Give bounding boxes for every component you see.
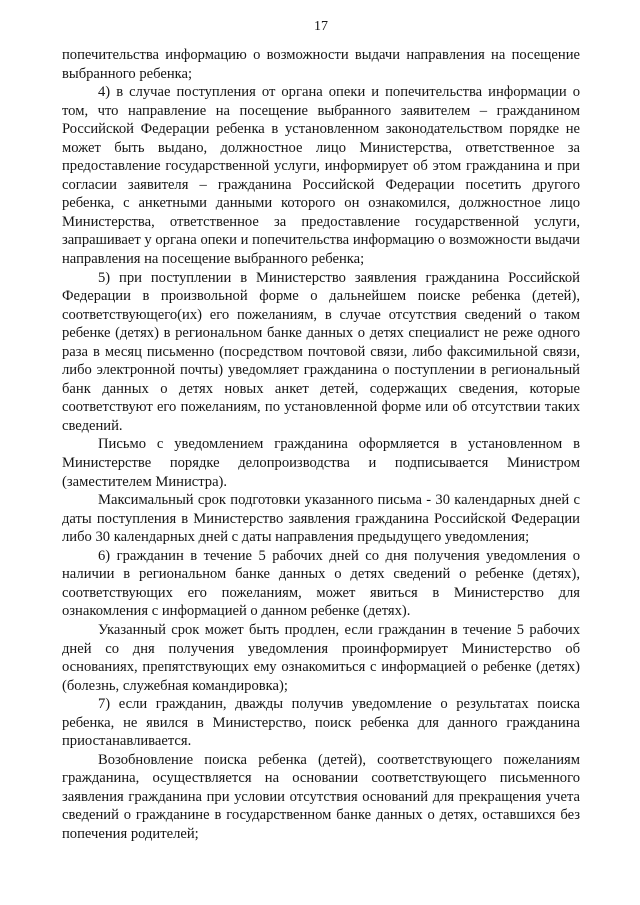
paragraph-continuation: попечительства информацию о возможности выдачи направления на посещение выбранного ребенка; <box>62 47 580 82</box>
paragraph-item-5: 5) при поступлении в Министерство заявления гражданина Российской Федерации в произвольной форме о дальнейшем поиске ребенка (детей), соответствующего(их) его пожеланиям, в случае отсутствия сведений о таком ребенке (детях) в региональном банке данных о детях специалист не реже одного раза в месяц письменно (посредством почтовой связи, либо факсимильной связи, либо электронной почты) уведомляет гражданина о поступлении в региональный банк данных о детях новых анкет детей, содержащих сведения, которые соответствуют его пожеланиям, по установленной форме или об отсутствии таких сведений. <box>62 269 580 434</box>
paragraph-item-7: 7) если гражданин, дважды получив уведомление о результатах поиска ребенка, не явился в Министерство, поиск ребенка для данного гражданина приостанавливается. <box>62 696 580 750</box>
paragraph-notification-letter: Письмо с уведомлением гражданина оформляется в установленном в Министерстве порядке делопроизводства и подписывается Министром (заместителем Министра). <box>62 436 580 490</box>
paragraph-term-extension: Указанный срок может быть продлен, если гражданин в течение 5 рабочих дней со дня получения уведомления проинформирует Министерство об основаниях, препятствующих ему ознакомиться с информацией о ребенке (детях) (болезнь, служебная командировка); <box>62 621 580 694</box>
document-body <box>62 46 580 844</box>
paragraph-item-4: 4) в случае поступления от органа опеки и попечительства информации о том, что направление на посещение выбранного заявителем – гражданином Российской Федерации ребенка в установленном законодательством порядке не может быть выдано, должностное лицо Министерства, ответственное за предоставление государственной услуги, информирует об этом гражданина и при согласии заявителя – гражданина Российской Федерации посетить другого ребенка, с анкетными данными которого он ознакомился, должностное лицо Министерства, ответственное за предоставление государственной услуги, запрашивает у органа опеки и попечительства информацию о возможности выдачи направления на посещение выбранного ребенка; <box>62 84 580 268</box>
paragraph-search-resumption: Возобновление поиска ребенка (детей), соответствующего пожеланиям гражданина, осуществляется на основании соответствующего письменного заявления гражданина при условии отсутствия оснований для прекращения учета сведений о гражданине в государственном банке данных о детях, оставшихся без попечения родителей; <box>62 751 580 842</box>
paragraph-item-6: 6) гражданин в течение 5 рабочих дней со дня получения уведомления о наличии в региональном банке данных о детях сведений о ребенке (детях), соответствующих его пожеланиям, может явиться в Министерство для ознакомления с информацией о данном ребенке (детях). <box>62 547 580 620</box>
page-number: 17 <box>314 19 328 34</box>
paragraph-max-term: Максимальный срок подготовки указанного письма - 30 календарных дней с даты поступления в Министерство заявления гражданина Российской Федерации либо 30 календарных дней с даты направления предыдущего уведомления; <box>62 492 580 546</box>
